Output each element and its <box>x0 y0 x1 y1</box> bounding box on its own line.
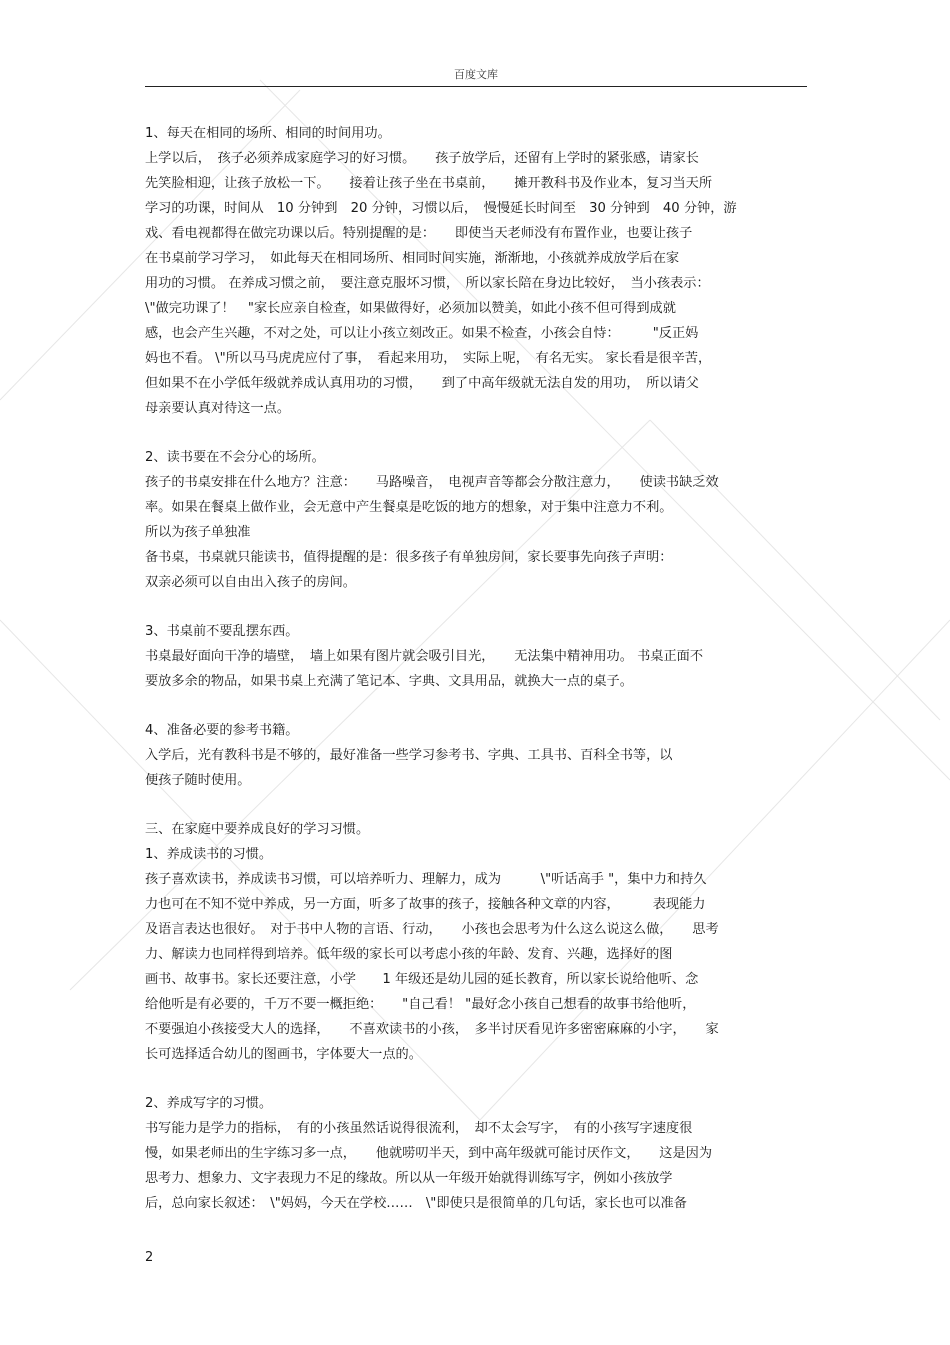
paragraph-line: 力也可在不知不觉中养成，另一方面，听多了故事的孩子，接触各种文章的内容， 表现能力 <box>145 897 706 912</box>
paragraph-line: 但如果不在小学低年级就养成认真用功的习惯， 到了中高年级就无法自发的用功， 所以请父 <box>145 376 699 391</box>
paragraph-line: 率。如果在餐桌上做作业，会无意中产生餐桌是吃饭的地方的想象，对于集中注意力不利。 <box>145 500 673 515</box>
heading-2: 2、读书要在不会分心的场所。 <box>145 450 325 465</box>
section-no-distraction-place <box>145 445 807 595</box>
subheading-reading-habit: 1、养成读书的习惯。 <box>145 847 273 862</box>
paragraph-line: 戏、看电视都得在做完功课以后。特别提醒的是： 即使当天老师没有布置作业，也要让孩子 <box>145 226 693 241</box>
header-divider <box>145 86 807 87</box>
paragraph-line: 所以为孩子单独准 <box>145 525 251 540</box>
subheading-writing-habit: 2、养成写字的习惯。 <box>145 1096 273 1111</box>
paragraph-line: 给他听是有必要的，千万不要一概拒绝： "自己看！ "最好念小孩自己想看的故事书给他听， <box>145 997 696 1012</box>
paragraph-line: 慢，如果老师出的生字练习多一点， 他就唠叨半天，到中高年级就可能讨厌作文， 这是因为 <box>145 1146 713 1161</box>
section-study-same-place-time <box>145 121 807 421</box>
paragraph-line: 画书、故事书。家长还要注意，小学 1 年级还是幼儿园的延长教育，所以家长说给他听、念 <box>145 972 699 987</box>
chapter-heading: 三、在家庭中要养成良好的学习习惯。 <box>145 822 370 837</box>
paragraph-line: 孩子的书桌安排在什么地方？注意： 马路噪音， 电视声音等都会分散注意力， 使读书缺乏效 <box>145 475 719 490</box>
heading-1: 1、每天在相同的场所、相同的时间用功。 <box>145 126 391 141</box>
paragraph-line: 思考力、想象力、文字表现力不足的缘故。所以从一年级开始就得训练写字，例如小孩放学 <box>145 1171 673 1186</box>
paragraph-line: 不要强迫小孩接受大人的选择， 不喜欢读书的小孩， 多半讨厌看见许多密密麻麻的小字， 家 <box>145 1022 719 1037</box>
section-reference-books <box>145 718 807 793</box>
section-writing-habit <box>145 1091 807 1216</box>
paragraph-line: 备书桌，书桌就只能读书，值得提醒的是：很多孩子有单独房间，家长要事先向孩子声明： <box>145 550 673 565</box>
paragraph-line: 要放多余的物品，如果书桌上充满了笔记本、字典、文具用品，就换大一点的桌子。 <box>145 674 633 689</box>
paragraph-line: 感，也会产生兴趣，不对之处，可以让小孩立刻改正。如果不检查，小孩会自恃： "反正妈 <box>145 326 699 341</box>
paragraph-line: 长可选择适合幼儿的图画书，字体要大一点的。 <box>145 1047 422 1062</box>
paragraph-line: 上学以后， 孩子必须养成家庭学习的好习惯。 孩子放学后，还留有上学时的紧张感，请家长 <box>145 151 699 166</box>
paragraph-line: 学习的功课，时间从 10 分钟到 20 分钟，习惯以后， 慢慢延长时间至 30 分钟到 40 分钟，游 <box>145 201 737 216</box>
paragraph-line: 在书桌前学习学习， 如此每天在相同场所、相同时间实施，渐渐地，小孩就养成放学后在家 <box>145 251 680 266</box>
page-number: 2 <box>145 1250 154 1265</box>
paragraph-line: 力、解读力也同样得到培养。低年级的家长可以考虑小孩的年龄、发育、兴趣，选择好的图 <box>145 947 673 962</box>
paragraph-line: 书桌最好面向干净的墙壁， 墙上如果有图片就会吸引目光， 无法集中精神用功。 书桌正面不 <box>145 649 704 664</box>
paragraph-line: 妈也不看。 \"所以马马虎虎应付了事， 看起来用功， 实际上呢， 有名无实。 家长看是很辛苦， <box>145 351 712 366</box>
paragraph-line: 双亲必须可以自由出入孩子的房间。 <box>145 575 356 590</box>
paragraph-line: 母亲要认真对待这一点。 <box>145 401 291 416</box>
document-body <box>145 121 807 1240</box>
section-clean-desk <box>145 619 807 694</box>
paragraph-line: 及语言表达也很好。 对于书中人物的言语、行动， 小孩也会思考为什么这么说这么做， 思考 <box>145 922 719 937</box>
section-home-study-habits <box>145 817 807 1067</box>
paragraph-line: 先笑脸相迎，让孩子放松一下。 接着让孩子坐在书桌前， 摊开教科书及作业本，复习当天所 <box>145 176 713 191</box>
paragraph-line: 后，总向家长叙述： \"妈妈，今天在学校…… \"即使只是很简单的几句话，家长也可以准备 <box>145 1196 687 1211</box>
heading-4: 4、准备必要的参考书籍。 <box>145 723 299 738</box>
heading-3: 3、书桌前不要乱摆东西。 <box>145 624 299 639</box>
paragraph-line: 便孩子随时使用。 <box>145 773 251 788</box>
paragraph-line: 入学后，光有教科书是不够的，最好准备一些学习参考书、字典、工具书、百科全书等，以 <box>145 748 673 763</box>
paragraph-line: 用功的习惯。 在养成习惯之前， 要注意克服坏习惯， 所以家长陪在身边比较好， 当小孩表示： <box>145 276 710 291</box>
paragraph-line: \"做完功课了！ "家长应亲自检查，如果做得好，必须加以赞美，如此小孩不但可得到成就 <box>145 301 676 316</box>
paragraph-line: 书写能力是学力的指标， 有的小孩虽然话说得很流利， 却不太会写字， 有的小孩写字速度很 <box>145 1121 693 1136</box>
paragraph-line: 孩子喜欢读书，养成读书习惯，可以培养听力、理解力，成为 \"听话高手 "，集中力和持久 <box>145 872 707 887</box>
page-header-title: 百度文库 <box>454 68 498 81</box>
